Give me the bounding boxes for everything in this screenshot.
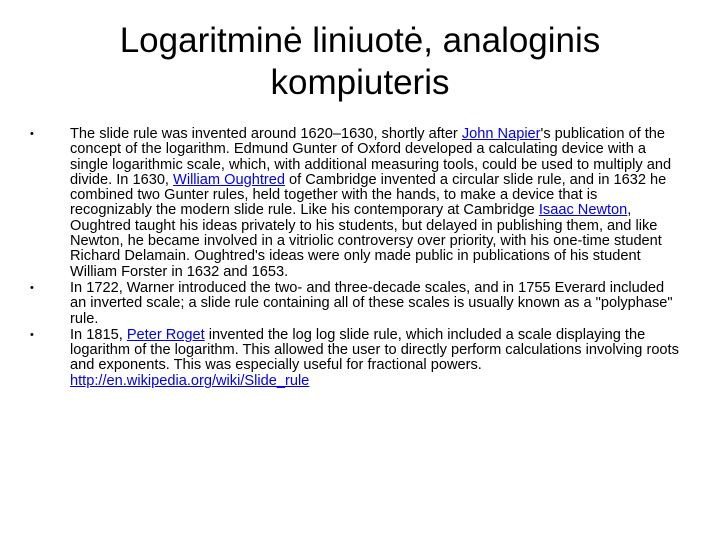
bullet-icon: • bbox=[30, 328, 34, 341]
bullet-text: In 1722, Warner introduced the two- and three-decade scales, and in 1755 Everard included an inverted scale; a slide rule containing all of these scales is usually known as a "polyphase" rule. bbox=[70, 279, 673, 327]
bullet-item-warner-scales bbox=[30, 281, 680, 327]
bullet-icon: • bbox=[30, 281, 34, 294]
bullet-text: 's publication of the concept of the logarithm. Edmund Gunter of Oxford developed a calculating device with a single logarithmic scale, which, with additional measuring tools, could be used to multiply and divide. In 1630, bbox=[70, 126, 672, 188]
bullet-text: invented the log log slide rule, which included a scale displaying the logarithm of the logarithm. This allowed the user to directly perform calculations involving roots and exponents. This was especially useful for fractional powers. bbox=[70, 326, 679, 374]
bullet-icon: • bbox=[30, 128, 34, 140]
bullet-text: of Cambridge invented a circular slide rule, and in 1632 he combined two Gunter rules, held together with the hands, to make a device that is recognizably the modern slide rule. Like his contemporary at Cambridge bbox=[70, 171, 667, 219]
bullet-item-slide-rule-invention bbox=[30, 127, 680, 280]
link-peter-roget[interactable]: Peter Roget bbox=[126, 326, 205, 343]
bullet-item-roget-loglog bbox=[30, 328, 680, 389]
bullet-list bbox=[30, 127, 680, 389]
bullet-text: In 1815, bbox=[70, 326, 127, 343]
link-john-napier[interactable]: John Napier bbox=[461, 126, 541, 142]
link-isaac-newton[interactable]: Isaac Newton bbox=[538, 202, 628, 219]
slide-title: Logaritminė liniuotė, analoginis kompiuteris bbox=[119, 21, 601, 102]
link-william-oughtred[interactable]: William Oughtred bbox=[173, 171, 285, 188]
bullet-text: , Oughtred taught his ideas privately to his students, but delayed in publishing them, and like Newton, he became involved in a vitriolic controversy over priority, with his one-time student Richard Delamain. Oughtred's ideas were only made public in publications of his student William Forster in 1632 and 1653. bbox=[70, 202, 662, 280]
link-wikipedia-slide-rule[interactable]: http://en.wikipedia.org/wiki/Slide_rule bbox=[70, 372, 310, 389]
bullet-text: The slide rule was invented around 1620–1630, shortly after bbox=[70, 126, 462, 142]
